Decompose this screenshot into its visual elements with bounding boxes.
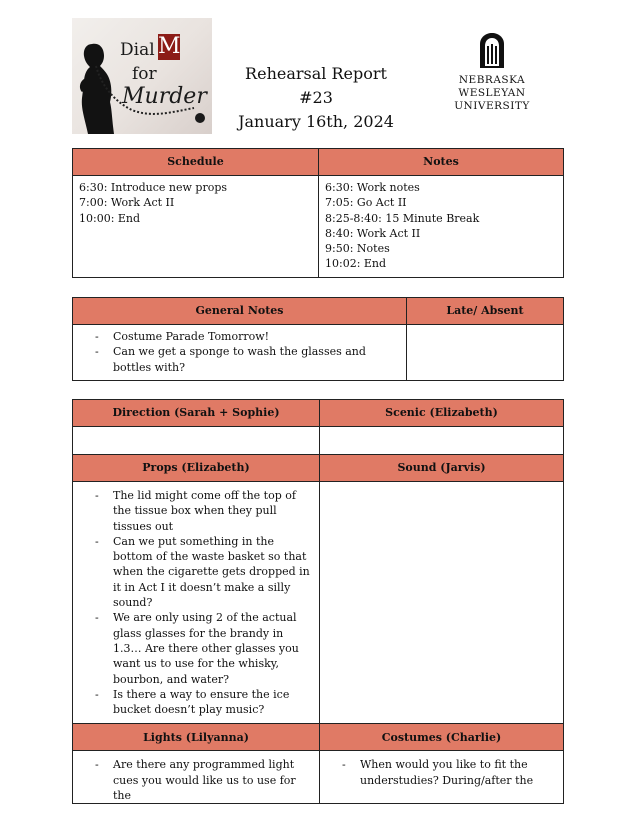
schedule-notes-table [72, 148, 564, 278]
direction-header: Direction (Sarah + Sophie) [73, 400, 320, 427]
general-notes-table [72, 297, 564, 381]
university-name-line2: WESLEYAN [458, 87, 526, 99]
general-notes-cell [73, 325, 407, 381]
report-title-block [226, 62, 406, 134]
schedule-line: 10:00: End [79, 211, 141, 225]
general-note-item: - Costume Parade Tomorrow! [77, 329, 402, 344]
direction-cell [73, 427, 320, 455]
show-logo [72, 18, 212, 134]
logo-word-for: for [132, 64, 157, 84]
costumes-item: - When would you like to fit the understudies? During/after the [324, 757, 559, 788]
department-notes-table [72, 399, 564, 804]
notes-cell [319, 176, 564, 278]
notes-line: 6:30: Work notes [325, 181, 420, 194]
schedule-line: 7:00: Work Act II [79, 196, 175, 210]
scenic-cell [320, 427, 564, 455]
sound-cell [320, 482, 564, 724]
lights-item: - Are there any programmed light cues you would like us to use for the [77, 757, 315, 803]
university-name-line3: UNIVERSITY [454, 100, 530, 112]
logo-word-dial: Dial [120, 40, 155, 60]
props-item: - Can we put something in the bottom of the waste basket so that when the cigarette gets dropped in it in Act I it doesn’t make a silly sound? [77, 534, 315, 610]
props-item: - Is there a way to ensure the ice bucket doesn’t play music? [77, 687, 315, 718]
late-absent-header: Late/ Absent [407, 298, 564, 325]
logo-word-murder: Murder [122, 84, 207, 109]
lights-header: Lights (Lilyanna) [73, 724, 320, 751]
sound-header: Sound (Jarvis) [320, 455, 564, 482]
university-emblem-icon [478, 32, 506, 70]
university-name-line1: NEBRASKA [458, 74, 526, 86]
props-cell [73, 482, 320, 724]
report-date: January 16th, 2024 [238, 112, 394, 131]
general-notes-header: General Notes [73, 298, 407, 325]
university-logo [448, 32, 536, 113]
report-title: Rehearsal Report #23 [245, 64, 387, 107]
notes-line: 7:05: Go Act II [325, 196, 407, 210]
logo-letter-m: M [158, 34, 181, 59]
props-item: - The lid might come off the top of the tissue box when they pull tissues out [77, 488, 315, 534]
costumes-cell [320, 751, 564, 804]
props-item: - We are only using 2 of the actual glass glasses for the brandy in 1.3… Are there other glasses you want us to use for the whisky, bourbon, and water? [77, 610, 315, 686]
notes-line: 8:25-8:40: 15 Minute Break [325, 211, 480, 225]
lights-cell [73, 751, 320, 804]
schedule-cell [73, 176, 319, 278]
notes-line: 8:40: Work Act II [325, 226, 421, 240]
schedule-header: Schedule [73, 149, 319, 176]
scenic-header: Scenic (Elizabeth) [320, 400, 564, 427]
costumes-header: Costumes (Charlie) [320, 724, 564, 751]
props-header: Props (Elizabeth) [73, 455, 320, 482]
general-note-item: - Can we get a sponge to wash the glasses and bottles with? [77, 344, 402, 375]
late-absent-cell [407, 325, 564, 381]
notes-line: 10:02: End [325, 257, 387, 271]
notes-header: Notes [319, 149, 564, 176]
schedule-line: 6:30: Introduce new props [79, 181, 228, 194]
notes-line: 9:50: Notes [325, 242, 390, 256]
